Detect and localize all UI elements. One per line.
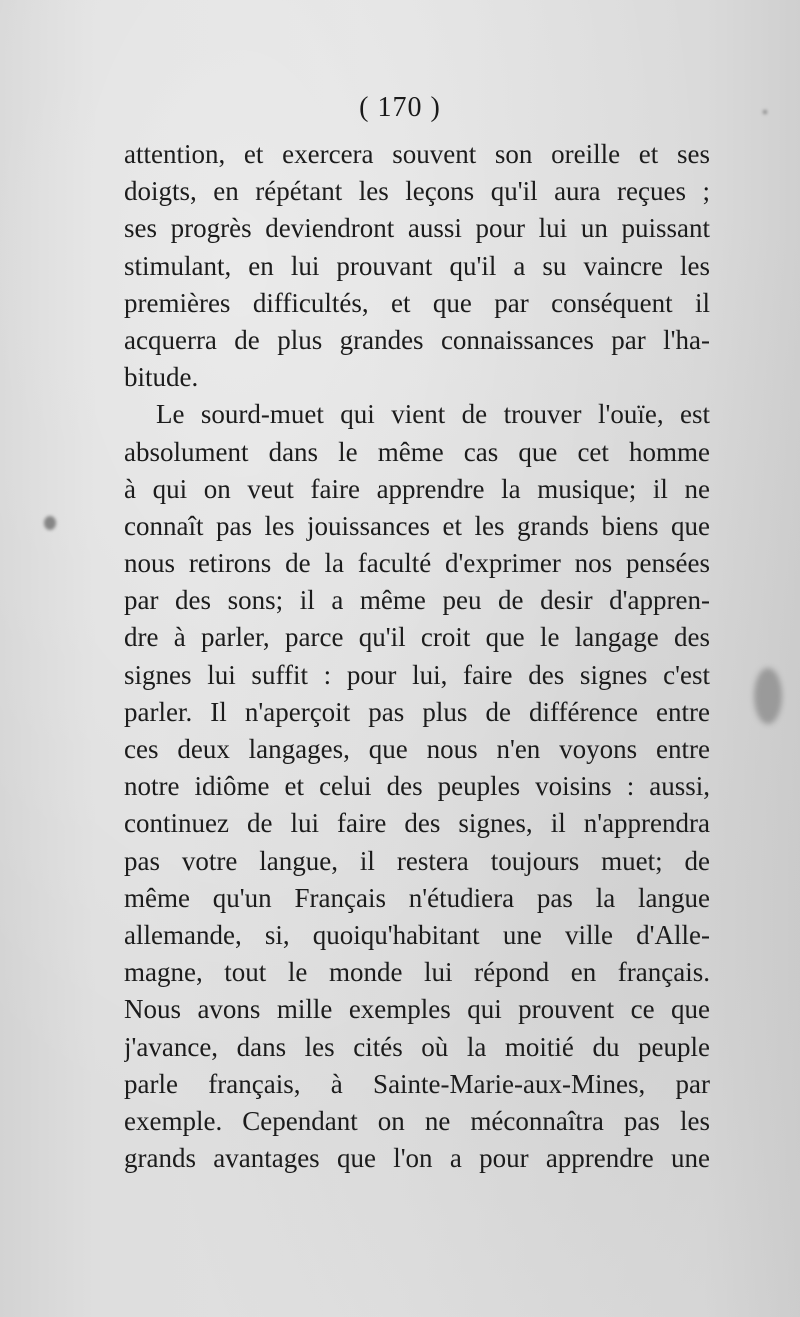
text-line: parler. Il n'aperçoit pas plus de différence entre — [124, 696, 710, 727]
text-line: nous retirons de la faculté d'exprimer nos pensées — [124, 548, 710, 579]
text-line: notre idiôme et celui des peuples voisins : aussi, — [124, 771, 710, 802]
ink-spot — [44, 516, 56, 530]
text-line: premières difficultés, et que par conséquent il — [124, 287, 710, 318]
text-line: j'avance, dans les cités où la moitié du peuple — [124, 1031, 710, 1062]
text-line: exemple. Cependant on ne méconnaîtra pas les — [124, 1105, 710, 1136]
paragraph-start-line: Le sourd-muet qui vient de trouver l'ouïe, est — [156, 399, 710, 430]
ink-dot — [763, 110, 767, 114]
text-line: grands avantages que l'on a pour apprendre une — [124, 1143, 710, 1174]
text-line: ces deux langages, que nous n'en voyons entre — [124, 734, 710, 764]
text-line: stimulant, en lui prouvant qu'il a su vaincre les — [124, 250, 710, 281]
text-line: à qui on veut faire apprendre la musique; il ne — [124, 473, 710, 504]
text-line: continuez de lui faire des signes, il n'apprendra — [124, 808, 710, 839]
text-line: parle français, à Sainte-Marie-aux-Mines, par — [124, 1068, 710, 1099]
text-line: doigts, en répétant les leçons qu'il aura reçues ; — [124, 176, 710, 207]
text-line: bitude. — [124, 362, 199, 393]
page-number: ( 170 ) — [359, 92, 441, 123]
text-line: attention, et exercera souvent son oreille et ses — [124, 139, 710, 169]
body-text — [124, 136, 710, 1177]
text-line: dre à parler, parce qu'il croit que le langage des — [124, 622, 710, 653]
text-line: absolument dans le même cas que cet homme — [124, 436, 710, 467]
text-line: magne, tout le monde lui répond en français. — [124, 957, 710, 988]
text-line: par des sons; il a même peu de desir d'appren- — [124, 585, 710, 616]
text-line: ses progrès deviendront aussi pour lui un puissant — [124, 213, 710, 244]
text-line: même qu'un Français n'étudiera pas la langue — [124, 882, 710, 913]
text-line: Nous avons mille exemples qui prouvent ce que — [124, 994, 710, 1025]
text-line: allemande, si, quoiqu'habitant une ville d'Alle- — [124, 919, 710, 950]
paper-stain — [754, 668, 782, 724]
text-line: signes lui suffit : pour lui, faire des signes c'est — [124, 659, 710, 690]
text-line: pas votre langue, il restera toujours muet; de — [124, 845, 710, 876]
text-line: acquerra de plus grandes connaissances par l'ha- — [124, 324, 710, 355]
text-line: connaît pas les jouissances et les grands biens que — [124, 510, 710, 541]
